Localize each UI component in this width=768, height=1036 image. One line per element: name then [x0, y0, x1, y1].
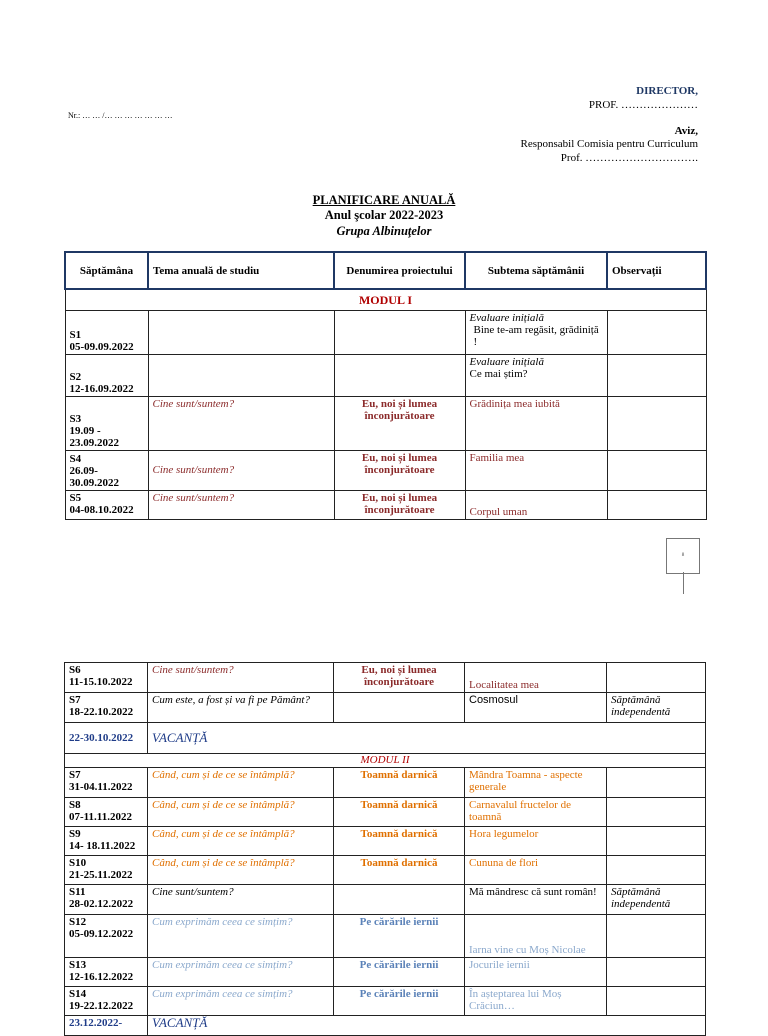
group-name: Grupa Albinuţelor — [336, 224, 432, 238]
vacation-label: VACANȚĂ — [148, 723, 706, 754]
project-cell: Pe cărările iernii — [334, 958, 465, 987]
theme-cell — [148, 354, 334, 396]
registration-number: Nr.: … … /… … … … … … … — [68, 111, 173, 120]
table-row — [65, 490, 706, 519]
col-header-observations: Observații — [607, 252, 706, 289]
subtheme-cell: Familia mea — [465, 450, 607, 490]
observations-cell — [607, 798, 706, 827]
theme-cell: Când, cum și de ce se întâmplă? — [148, 768, 334, 798]
project-cell — [334, 310, 465, 354]
observations-cell — [607, 663, 706, 693]
table-row — [65, 663, 706, 693]
week-cell: S13 12-16.12.2022 — [65, 958, 148, 987]
table-row — [65, 354, 706, 396]
observations-cell — [607, 915, 706, 958]
subtheme-cell: Iarna vine cu Moș Nicolae — [465, 915, 607, 958]
planning-table-part-1 — [64, 251, 707, 520]
project-cell: Toamnă darnică — [334, 827, 465, 856]
director-label: DIRECTOR, — [636, 85, 698, 97]
theme-cell: Cum este, a fost și va fi pe Pământ? — [148, 693, 334, 723]
theme-cell: Când, cum și de ce se întâmplă? — [148, 798, 334, 827]
responsabil-prof-line: Prof. …………………………. — [560, 152, 698, 164]
week-cell: S7 18-22.10.2022 — [65, 693, 148, 723]
subtheme-cell: Mă mândresc că sunt român! — [465, 885, 607, 915]
table-row — [65, 768, 706, 798]
project-cell: Toamnă darnică — [334, 856, 465, 885]
theme-cell — [148, 310, 334, 354]
subtheme-cell: Corpul uman — [465, 490, 607, 519]
module-2-heading: MODUL II — [65, 754, 706, 768]
table-row — [65, 958, 706, 987]
vacation-row — [65, 723, 706, 754]
observations-cell — [607, 856, 706, 885]
table-row — [65, 915, 706, 958]
col-header-project: Denumirea proiectului — [334, 252, 465, 289]
theme-cell: Cum exprimăm ceea ce simțim? — [148, 958, 334, 987]
theme-cell: Când, cum și de ce se întâmplă? — [148, 856, 334, 885]
table-row — [65, 693, 706, 723]
week-cell: S1 05-09.09.2022 — [65, 310, 148, 354]
observations-cell — [607, 987, 706, 1016]
week-cell: S7 31-04.11.2022 — [65, 768, 148, 798]
subtheme-cell: Hora legumelor — [465, 827, 607, 856]
subtheme-cell: Carnavalul fructelor de toamnă — [465, 798, 607, 827]
project-cell: Eu, noi și lumea înconjurătoare — [334, 396, 465, 450]
col-header-theme: Tema anuală de studiu — [148, 252, 334, 289]
table-row — [65, 396, 706, 450]
col-header-week: Săptămâna — [65, 252, 148, 289]
subtheme-cell: Grădinița mea iubită — [465, 396, 607, 450]
week-cell: S2 12-16.09.2022 — [65, 354, 148, 396]
observations-cell — [607, 310, 706, 354]
vacation-date-cell: 23.12.2022- — [65, 1016, 148, 1036]
table-row — [65, 987, 706, 1016]
week-cell: S8 07-11.11.2022 — [65, 798, 148, 827]
project-cell: Pe cărările iernii — [334, 915, 465, 958]
vacation-label: VACANȚĂ — [148, 1016, 706, 1036]
table-row — [65, 798, 706, 827]
project-cell — [334, 354, 465, 396]
week-cell: S6 11-15.10.2022 — [65, 663, 148, 693]
subtheme-cell: Jocurile iernii — [465, 958, 607, 987]
table-row — [65, 827, 706, 856]
table-row — [65, 856, 706, 885]
project-cell — [334, 885, 465, 915]
theme-cell: Cum exprimăm ceea ce simțim? — [148, 987, 334, 1016]
project-cell: Toamnă darnică — [334, 768, 465, 798]
table-row — [65, 450, 706, 490]
theme-cell: Cine sunt/suntem? — [148, 885, 334, 915]
subtheme-cell: Evaluare inițială Bine te-am regăsit, grădiniță ! — [465, 310, 607, 354]
observations-cell — [607, 396, 706, 450]
project-cell: Eu, noi și lumea înconjurătoare — [334, 490, 465, 519]
observations-cell — [607, 450, 706, 490]
table-row — [65, 885, 706, 915]
observations-cell: Săptămână independentă — [607, 885, 706, 915]
project-cell — [334, 693, 465, 723]
subtheme-cell: Mândra Toamna - aspecte generale — [465, 768, 607, 798]
subtheme-cell: În așteptarea lui Moș Crăciun… — [465, 987, 607, 1016]
theme-cell: Cine sunt/suntem? — [148, 663, 334, 693]
theme-cell: Cine sunt/suntem? — [148, 490, 334, 519]
week-cell: S3 19.09 - 23.09.2022 — [65, 396, 148, 450]
week-cell: S11 28-02.12.2022 — [65, 885, 148, 915]
project-cell: Pe cărările iernii — [334, 987, 465, 1016]
responsabil-label: Responsabil Comisia pentru Curriculum — [520, 138, 698, 150]
aviz-label: Aviz, — [674, 125, 698, 137]
theme-cell: Cine sunt/suntem? — [148, 450, 334, 490]
week-cell: S12 05-09.12.2022 — [65, 915, 148, 958]
observations-cell — [607, 490, 706, 519]
planning-table-part-2 — [64, 662, 706, 1036]
week-cell: S9 14- 18.11.2022 — [65, 827, 148, 856]
observations-cell — [607, 827, 706, 856]
observations-cell — [607, 768, 706, 798]
observations-cell — [607, 354, 706, 396]
observations-cell — [607, 958, 706, 987]
subtheme-cell: Evaluare inițială Ce mai știm? — [465, 354, 607, 396]
week-cell: S4 26.09- 30.09.2022 — [65, 450, 148, 490]
week-cell: S5 04-08.10.2022 — [65, 490, 148, 519]
project-cell: Eu, noi și lumea înconjurătoare — [334, 450, 465, 490]
school-year: Anul şcolar 2022-2023 — [324, 208, 444, 222]
vacation-date-cell: 22-30.10.2022 — [65, 723, 148, 754]
subtheme-cell: Localitatea mea — [465, 663, 607, 693]
project-cell: Toamnă darnică — [334, 798, 465, 827]
observations-cell: Săptămână independentă — [607, 693, 706, 723]
col-header-subtheme: Subtema săptămânii — [465, 252, 607, 289]
project-cell: Eu, noi și lumea înconjurătoare — [334, 663, 465, 693]
week-cell: S14 19-22.12.2022 — [65, 987, 148, 1016]
director-prof-line: PROF. ………………… — [588, 99, 698, 111]
theme-cell: Când, cum și de ce se întâmplă? — [148, 827, 334, 856]
page-number-box: 8 — [666, 538, 700, 574]
vacation-row — [65, 1016, 706, 1036]
document-title: PLANIFICARE ANUALĂ — [312, 193, 456, 207]
page-marker-line — [683, 572, 684, 594]
table-row — [65, 310, 706, 354]
module-1-heading: MODUL I — [65, 289, 706, 310]
subtheme-cell: Cosmosul — [465, 693, 607, 723]
week-cell: S10 21-25.11.2022 — [65, 856, 148, 885]
subtheme-cell: Cununa de flori — [465, 856, 607, 885]
theme-cell: Cum exprimăm ceea ce simțim? — [148, 915, 334, 958]
theme-cell: Cine sunt/suntem? — [148, 396, 334, 450]
